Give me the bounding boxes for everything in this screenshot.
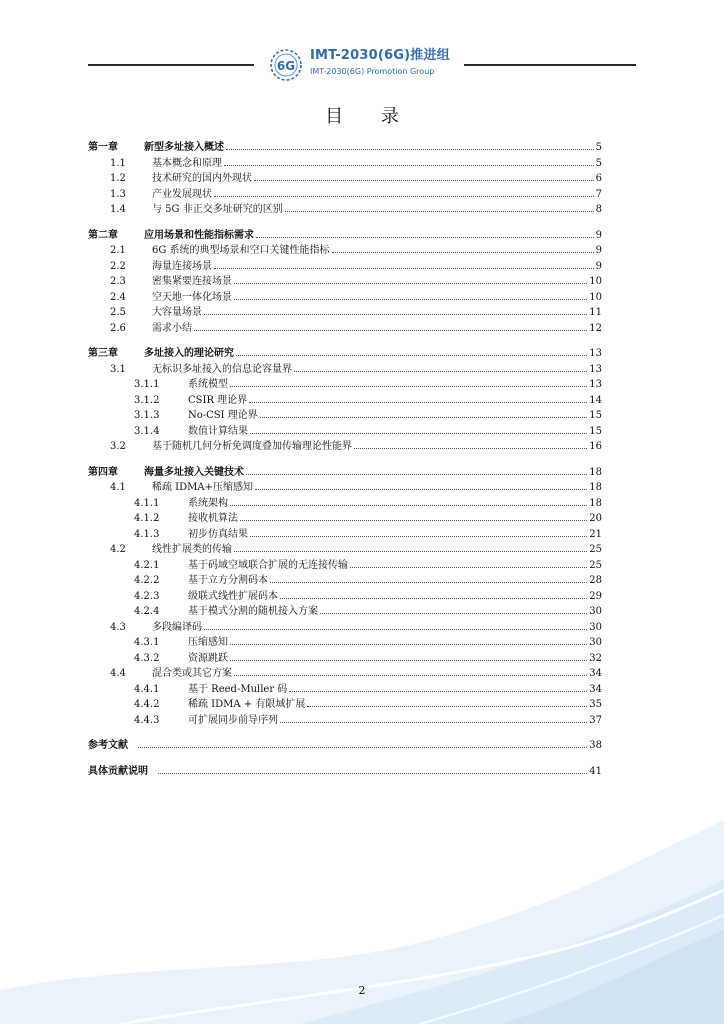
toc-entry-page: 13 [589, 363, 602, 375]
toc-entry-title: 密集紧要连接场景 [152, 276, 232, 287]
toc-entry-page: 13 [589, 379, 602, 390]
toc-dot-leader [230, 386, 587, 387]
toc-entry-page: 13 [589, 348, 602, 359]
toc-entry-title: No-CSI 理论界 [188, 410, 258, 421]
toc-section-entry[interactable] [88, 171, 602, 187]
toc-section-entry[interactable] [88, 362, 602, 378]
toc-section-entry[interactable] [88, 604, 602, 620]
toc-entry-title: 接收机算法 [188, 513, 238, 524]
toc-entry-page: 18 [589, 482, 602, 493]
page-title: 目 录 [325, 106, 415, 127]
toc-section-entry[interactable] [88, 511, 602, 527]
header-rule-right [464, 64, 636, 66]
toc-entry-page: 34 [589, 668, 602, 679]
toc-entry-title: 新型多址接入概述 [144, 142, 224, 153]
toc-chapter-entry[interactable] [88, 140, 602, 156]
toc-dot-leader [350, 567, 587, 568]
toc-entry-title: 多址接入的理论研究 [144, 348, 234, 359]
toc-dot-leader [138, 747, 587, 748]
toc-section-entry[interactable] [88, 408, 602, 424]
toc-section-entry[interactable] [88, 697, 602, 713]
toc-entry-page: 21 [589, 528, 602, 540]
toc-dot-leader [214, 268, 594, 269]
toc-entry-number: 2.3 [110, 276, 126, 287]
toc-entry-title: 具体贡献说明 [88, 765, 148, 777]
toc-dot-leader [236, 355, 587, 356]
toc-entry-page: 28 [589, 575, 602, 586]
toc-section-entry[interactable] [88, 259, 602, 275]
toc-dot-leader [294, 371, 587, 372]
toc-entry-title: 基于随机几何分析免调度叠加传输理论性能界 [152, 441, 352, 452]
toc-dot-leader [280, 722, 587, 723]
toc-entry-title: 基本概念和原理 [152, 157, 222, 169]
toc-entry-page: 34 [589, 683, 602, 695]
toc-section-entry[interactable] [88, 156, 602, 172]
toc-dot-leader [226, 149, 594, 150]
toc-section-entry[interactable] [88, 439, 602, 455]
toc-entry-title: 基于 Reed-Muller 码 [188, 683, 288, 695]
toc-section-entry[interactable] [88, 424, 602, 440]
toc-section-entry[interactable] [88, 620, 602, 636]
toc-entry-number: 4.3 [110, 621, 126, 633]
toc-section-entry[interactable] [88, 202, 602, 218]
toc-entry-title: 无标识多址接入的信息论容量界 [152, 363, 292, 375]
toc-dot-leader [249, 402, 587, 403]
toc-entry-number: 2.6 [110, 322, 126, 334]
table-of-contents [88, 140, 602, 779]
brand-subtitle: IMT-2030(6G) Promotion Group [310, 67, 435, 76]
toc-entry-page: 5 [595, 142, 602, 153]
toc-entry-title: 需求小结 [152, 322, 192, 334]
toc-entry-number: 1.3 [110, 188, 126, 200]
toc-entry-title: 产业发展现状 [152, 188, 212, 200]
toc-entry-title: 基于模式分割的随机接入方案 [188, 606, 318, 617]
toc-entry-number: 4.2.3 [134, 590, 160, 602]
toc-section-entry[interactable] [88, 305, 602, 321]
toc-dot-leader [246, 474, 587, 475]
toc-entry-number: 3.1 [110, 363, 126, 375]
toc-entry-number: 3.2 [110, 441, 126, 452]
toc-entry-number: 4.1.3 [134, 528, 160, 540]
imt-2030-logo-icon [268, 47, 304, 83]
toc-section-entry[interactable] [88, 589, 602, 605]
toc-entry-number: 3.1.1 [134, 379, 160, 390]
toc-entry-title: 系统模型 [188, 379, 228, 390]
toc-entry-title: 基于码域空域联合扩展的无连接传输 [188, 559, 348, 571]
toc-section-entry[interactable] [88, 542, 602, 558]
toc-entry-number: 3.1.3 [134, 410, 160, 421]
toc-dot-leader [250, 433, 587, 434]
toc-entry-title: 系统架构 [188, 497, 228, 509]
toc-entry-title: 空天地一体化场景 [152, 291, 232, 303]
toc-entry-number: 第三章 [88, 348, 118, 359]
toc-chapter-entry[interactable] [88, 764, 602, 780]
toc-entry-number: 2.2 [110, 260, 126, 272]
toc-entry-title: 级联式线性扩展码本 [188, 590, 278, 602]
toc-entry-title: CSIR 理论界 [188, 394, 248, 406]
toc-entry-title: 数值计算结果 [188, 425, 248, 437]
toc-section-entry[interactable] [88, 290, 602, 306]
toc-dot-leader [270, 582, 587, 583]
toc-entry-number: 4.2 [110, 544, 126, 555]
toc-entry-title: 海量连接场景 [152, 260, 212, 272]
toc-entry-page: 15 [589, 410, 602, 421]
toc-entry-page: 30 [589, 621, 602, 633]
toc-dot-leader [260, 417, 587, 418]
toc-dot-leader [230, 660, 587, 661]
toc-entry-page: 6 [595, 173, 602, 184]
toc-dot-leader [250, 536, 587, 537]
brand-block [310, 48, 450, 78]
toc-entry-page: 14 [589, 394, 602, 406]
page-header [0, 44, 724, 84]
toc-entry-page: 7 [595, 188, 602, 200]
toc-entry-page: 32 [589, 652, 602, 664]
toc-entry-title: 应用场景和性能指标需求 [144, 229, 254, 241]
header-rule-left [88, 64, 254, 66]
toc-entry-page: 8 [595, 204, 602, 215]
toc-section-entry[interactable] [88, 243, 602, 259]
toc-dot-leader [204, 314, 587, 315]
toc-dot-leader [332, 252, 594, 253]
toc-entry-page: 11 [589, 307, 602, 318]
toc-entry-title: 稀疏 IDMA + 有限域扩展 [188, 699, 306, 710]
toc-entry-page: 25 [589, 559, 602, 571]
toc-entry-page: 25 [589, 544, 602, 555]
toc-dot-leader [158, 773, 587, 774]
toc-entry-page: 9 [595, 229, 602, 241]
toc-section-entry[interactable] [88, 635, 602, 651]
toc-section-entry[interactable] [88, 187, 602, 203]
toc-dot-leader [285, 211, 594, 212]
toc-section-entry[interactable] [88, 682, 602, 698]
toc-entry-number: 1.2 [110, 173, 126, 184]
toc-dot-leader [204, 629, 587, 630]
toc-dot-leader [214, 196, 594, 197]
toc-section-entry[interactable] [88, 274, 602, 290]
toc-section-entry[interactable] [88, 321, 602, 337]
toc-entry-page: 37 [589, 714, 602, 726]
toc-entry-title: 多段编译码 [152, 621, 202, 633]
toc-entry-title: 压缩感知 [188, 637, 228, 648]
toc-entry-number: 4.1.2 [134, 513, 160, 524]
toc-entry-title: 参考文献 [88, 740, 128, 751]
toc-entry-page: 12 [589, 322, 602, 334]
toc-entry-number: 4.3.2 [134, 652, 160, 664]
toc-entry-page: 9 [595, 245, 602, 256]
toc-dot-leader [224, 165, 594, 166]
toc-dot-leader [194, 330, 587, 331]
toc-chapter-entry[interactable] [88, 465, 602, 481]
toc-entry-page: 18 [589, 466, 602, 478]
toc-entry-title: 初步仿真结果 [188, 528, 248, 540]
toc-entry-number: 第二章 [88, 229, 118, 241]
toc-dot-leader [254, 180, 594, 181]
toc-entry-page: 30 [589, 637, 602, 648]
toc-entry-title: 与 5G 非正交多址研究的区别 [152, 204, 283, 215]
toc-entry-number: 4.4.2 [134, 699, 160, 710]
toc-entry-page: 38 [589, 740, 602, 751]
toc-entry-number: 2.1 [110, 245, 126, 256]
toc-entry-page: 10 [589, 276, 602, 287]
toc-section-entry[interactable] [88, 480, 602, 496]
toc-section-entry[interactable] [88, 527, 602, 543]
toc-entry-number: 4.4.3 [134, 714, 160, 726]
toc-dot-leader [234, 283, 587, 284]
toc-entry-page: 35 [589, 699, 602, 710]
toc-section-entry[interactable] [88, 558, 602, 574]
toc-entry-page: 18 [589, 497, 602, 509]
toc-section-entry[interactable] [88, 496, 602, 512]
toc-entry-number: 1.4 [110, 204, 126, 215]
toc-dot-leader [230, 505, 587, 506]
toc-dot-leader [234, 551, 587, 552]
toc-entry-page: 10 [589, 291, 602, 303]
toc-entry-title: 6G 系统的典型场景和空口关键性能指标 [152, 245, 330, 256]
toc-dot-leader [320, 613, 587, 614]
brand-title: IMT-2030(6G)推进组 [310, 48, 450, 63]
toc-entry-title: 基于立方分割码本 [188, 575, 268, 586]
toc-entry-number: 4.2.4 [134, 606, 160, 617]
toc-entry-page: 20 [589, 513, 602, 524]
toc-entry-number: 4.2.2 [134, 575, 160, 586]
toc-entry-page: 29 [589, 590, 602, 602]
toc-entry-number: 4.2.1 [134, 559, 160, 571]
toc-chapter-entry[interactable] [88, 346, 602, 362]
toc-entry-title: 资源跳跃 [188, 652, 228, 664]
toc-chapter-entry[interactable] [88, 738, 602, 754]
toc-entry-number: 第一章 [88, 142, 118, 153]
toc-dot-leader [307, 706, 587, 707]
toc-section-entry[interactable] [88, 377, 602, 393]
toc-dot-leader [234, 299, 587, 300]
toc-entry-title: 可扩展同步前导序列 [188, 714, 278, 726]
toc-entry-title: 稀疏 IDMA+压缩感知 [152, 482, 253, 493]
toc-dot-leader [255, 489, 587, 490]
toc-entry-title: 海量多址接入关键技术 [144, 466, 244, 478]
toc-section-entry[interactable] [88, 651, 602, 667]
toc-dot-leader [234, 675, 587, 676]
toc-dot-leader [240, 520, 587, 521]
toc-section-entry[interactable] [88, 666, 602, 682]
toc-entry-number: 2.5 [110, 307, 126, 318]
toc-entry-title: 大容量场景 [152, 307, 202, 318]
toc-dot-leader [354, 448, 587, 449]
toc-chapter-entry[interactable] [88, 228, 602, 244]
toc-dot-leader [256, 237, 594, 238]
toc-entry-number: 4.1.1 [134, 497, 160, 509]
page-number: 2 [358, 984, 366, 997]
toc-entry-page: 30 [589, 606, 602, 617]
toc-entry-number: 4.3.1 [134, 637, 160, 648]
toc-section-entry[interactable] [88, 713, 602, 729]
toc-entry-number: 3.1.2 [134, 394, 160, 406]
toc-section-entry[interactable] [88, 573, 602, 589]
toc-dot-leader [230, 644, 587, 645]
toc-entry-page: 41 [589, 765, 602, 777]
toc-entry-number: 4.1 [110, 482, 126, 493]
toc-entry-number: 1.1 [110, 157, 126, 169]
toc-entry-page: 5 [595, 157, 602, 169]
toc-entry-number: 3.1.4 [134, 425, 160, 437]
toc-entry-title: 混合类或其它方案 [152, 668, 232, 679]
toc-dot-leader [280, 598, 587, 599]
toc-entry-title: 线性扩展类的传输 [152, 544, 232, 555]
logo-text: 6G [276, 59, 296, 73]
toc-section-entry[interactable] [88, 393, 602, 409]
toc-entry-page: 15 [589, 425, 602, 437]
toc-entry-number: 2.4 [110, 291, 126, 303]
toc-entry-page: 16 [589, 441, 602, 452]
toc-entry-number: 4.4.1 [134, 683, 160, 695]
toc-entry-page: 9 [595, 260, 602, 272]
toc-dot-leader [289, 691, 587, 692]
toc-entry-number: 第四章 [88, 466, 118, 478]
toc-entry-title: 技术研究的国内外现状 [152, 173, 252, 184]
toc-entry-number: 4.4 [110, 668, 126, 679]
